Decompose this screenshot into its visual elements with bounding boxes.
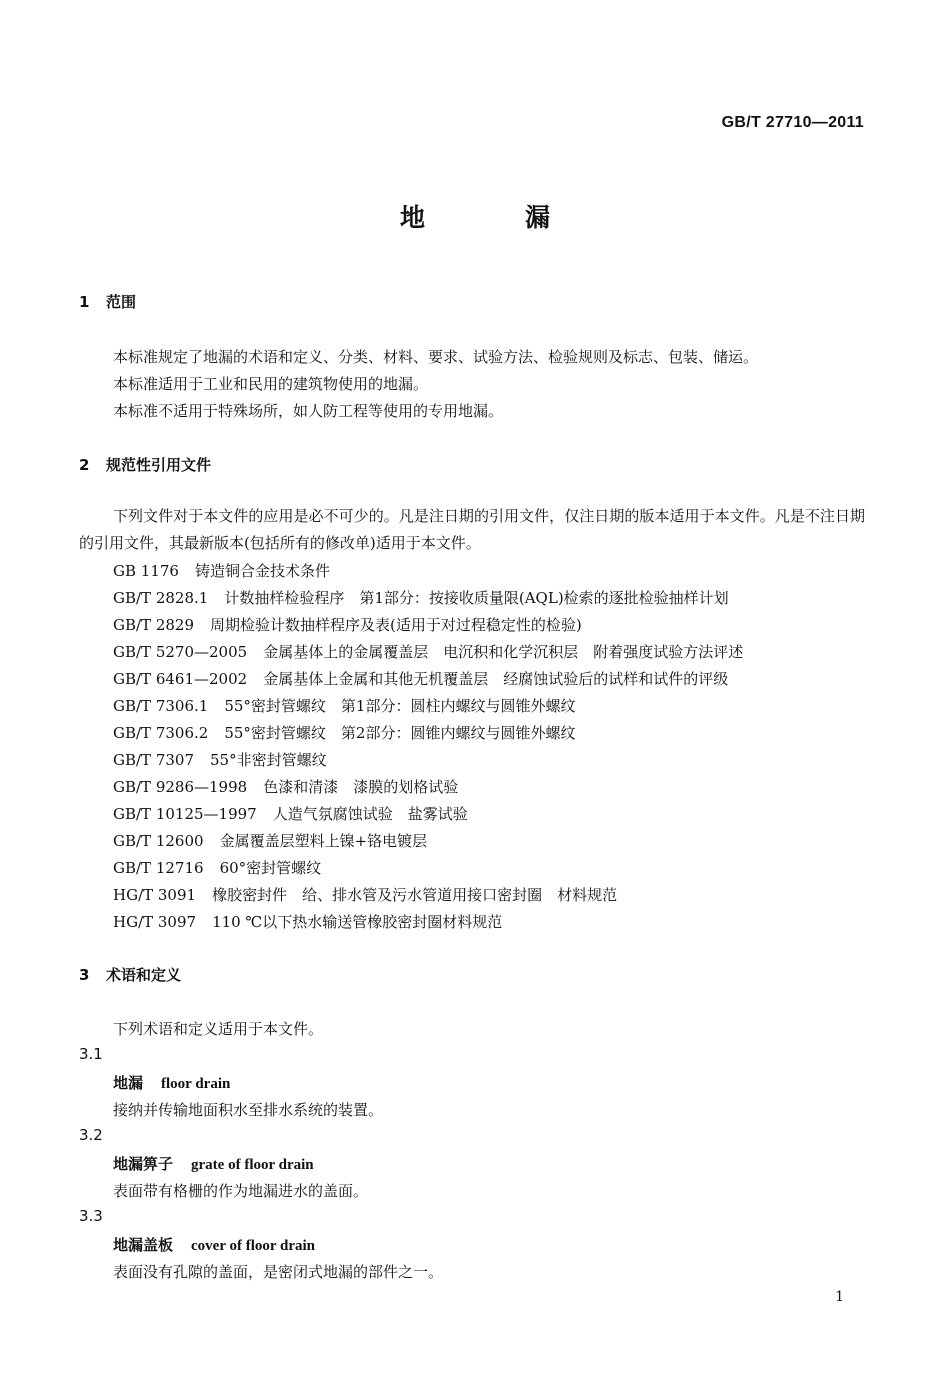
reference-title: 60°密封管螺纹 <box>219 859 322 877</box>
references-intro: 下列文件对于本文件的应用是必不可少的。凡是注日期的引用文件，仅注日期的版本适用于本文件。凡是不注日期的引用文件，其最新版本(包括所有的修改单)适用于本文件。 <box>79 507 865 552</box>
reference-code: GB/T 6461—2002 <box>113 670 248 688</box>
reference-item <box>113 614 582 635</box>
section-number: 3 <box>79 966 90 984</box>
term-en: floor drain <box>161 1076 231 1092</box>
reference-title: 人造气氛腐蚀试验 盐雾试验 <box>272 805 468 823</box>
term-title <box>113 1234 315 1255</box>
term-zh: 地漏箅子 <box>113 1155 174 1173</box>
reference-item <box>113 776 458 797</box>
reference-title: 铸造铜合金技术条件 <box>194 562 330 580</box>
term-en: cover of floor drain <box>191 1238 316 1254</box>
reference-code: HG/T 3091 <box>113 886 197 904</box>
section-title: 术语和定义 <box>106 966 182 984</box>
reference-title: 110 ℃以下热水输送管橡胶密封圈材料规范 <box>212 913 503 931</box>
reference-item <box>113 857 321 878</box>
reference-item <box>113 911 502 932</box>
reference-item <box>113 587 729 608</box>
reference-item <box>113 668 728 689</box>
reference-code: GB/T 12600 <box>113 832 204 850</box>
term-zh: 地漏盖板 <box>113 1236 174 1254</box>
reference-item <box>113 803 468 824</box>
reference-title: 计数抽样检验程序 第1部分：按接收质量限(AQL)检索的逐批检验抽样计划 <box>224 589 729 607</box>
reference-code: GB/T 7307 <box>113 751 195 769</box>
section-3-heading <box>79 964 181 985</box>
reference-item <box>113 830 427 851</box>
standard-number: GB/T 27710—2011 <box>721 114 864 131</box>
reference-code: GB 1176 <box>113 562 179 580</box>
reference-code: GB/T 9286—1998 <box>113 778 248 796</box>
reference-item <box>113 722 575 743</box>
term-number: 3.2 <box>79 1126 103 1144</box>
reference-item <box>113 884 617 905</box>
term-title <box>113 1072 230 1093</box>
reference-code: GB/T 2828.1 <box>113 589 209 607</box>
section-1-heading <box>79 291 136 312</box>
reference-item <box>113 641 743 662</box>
reference-title: 55°密封管螺纹 第1部分：圆柱内螺纹与圆锥外螺纹 <box>224 697 576 715</box>
term-number: 3.3 <box>79 1207 103 1225</box>
document-title: 地漏 <box>399 203 650 232</box>
reference-item <box>113 749 327 770</box>
reference-title: 55°密封管螺纹 第2部分：圆锥内螺纹与圆锥外螺纹 <box>224 724 576 742</box>
section-number: 2 <box>79 456 90 474</box>
reference-code: GB/T 7306.2 <box>113 724 209 742</box>
page-number: 1 <box>835 1289 844 1305</box>
reference-title: 橡胶密封件 给、排水管及污水管道用接口密封圈 材料规范 <box>212 886 618 904</box>
term-number: 3.1 <box>79 1045 103 1063</box>
scope-paragraph: 本标准不适用于特殊场所，如人防工程等使用的专用地漏。 <box>113 402 504 420</box>
term-definition: 接纳并传输地面积水至排水系统的装置。 <box>113 1101 384 1119</box>
term-title <box>113 1153 314 1174</box>
term-definition: 表面没有孔隙的盖面，是密闭式地漏的部件之一。 <box>113 1263 444 1281</box>
reference-item <box>113 695 575 716</box>
reference-title: 周期检验计数抽样程序及表(适用于对过程稳定性的检验) <box>210 616 582 634</box>
reference-code: GB/T 12716 <box>113 859 204 877</box>
reference-title: 金属基体上金属和其他无机覆盖层 经腐蚀试验后的试样和试件的评级 <box>263 670 729 688</box>
scope-paragraph: 本标准适用于工业和民用的建筑物使用的地漏。 <box>113 375 429 393</box>
section-2-heading <box>79 454 211 475</box>
reference-item <box>113 560 330 581</box>
term-zh: 地漏 <box>113 1074 144 1092</box>
section-number: 1 <box>79 293 90 311</box>
term-definition: 表面带有格栅的作为地漏进水的盖面。 <box>113 1182 369 1200</box>
reference-code: GB/T 2829 <box>113 616 195 634</box>
term-en: grate of floor drain <box>191 1157 314 1173</box>
reference-code: GB/T 5270—2005 <box>113 643 248 661</box>
reference-title: 色漆和清漆 漆膜的划格试验 <box>263 778 459 796</box>
section-title: 规范性引用文件 <box>106 456 212 474</box>
reference-code: GB/T 10125—1997 <box>113 805 257 823</box>
scope-paragraph: 本标准规定了地漏的术语和定义、分类、材料、要求、试验方法、检验规则及标志、包装、储运。 <box>113 348 759 366</box>
reference-code: HG/T 3097 <box>113 913 197 931</box>
reference-code: GB/T 7306.1 <box>113 697 209 715</box>
terms-intro: 下列术语和定义适用于本文件。 <box>113 1020 324 1038</box>
reference-title: 55°非密封管螺纹 <box>210 751 327 769</box>
reference-title: 金属基体上的金属覆盖层 电沉积和化学沉积层 附着强度试验方法评述 <box>263 643 744 661</box>
section-title: 范围 <box>106 293 137 311</box>
reference-title: 金属覆盖层塑料上镍+铬电镀层 <box>219 832 428 850</box>
